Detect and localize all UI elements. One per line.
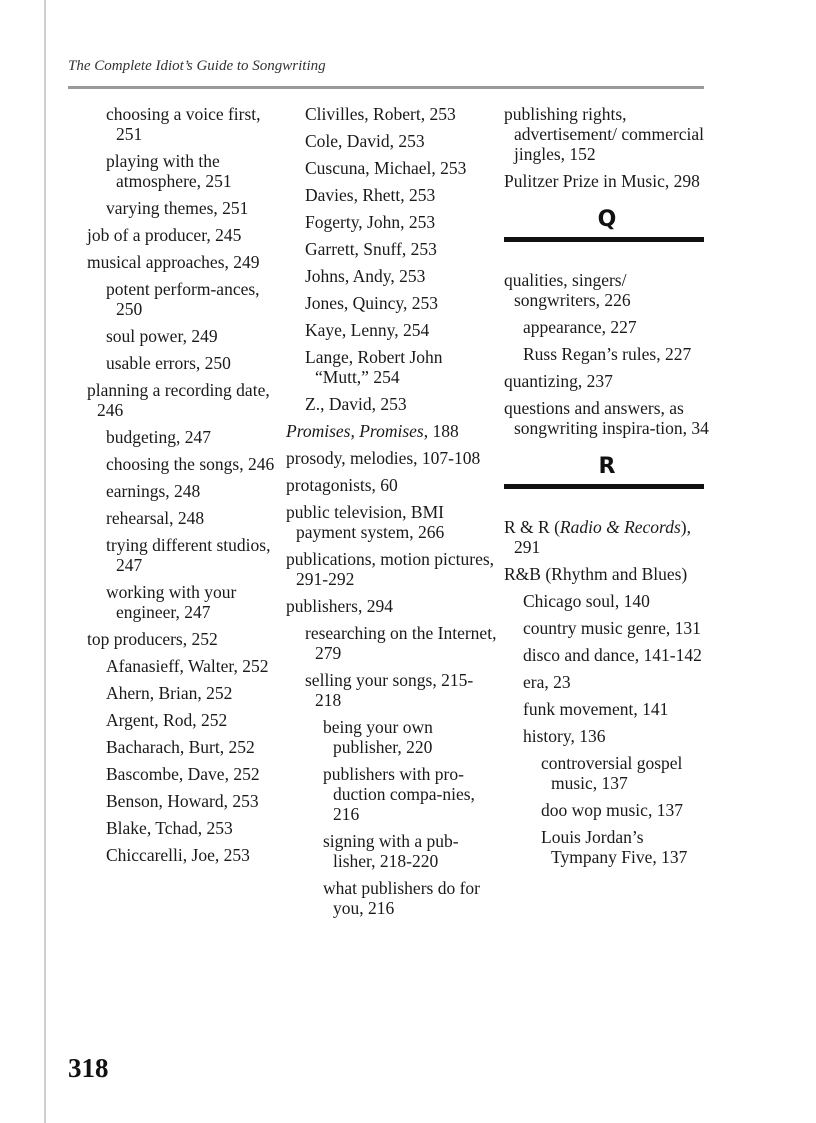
entry-text: publishing rights, advertisement/ commercial jingles, 152	[504, 104, 704, 164]
index-entries-p-continued	[504, 104, 710, 191]
entry-text: prosody, melodies, 107-108	[286, 448, 481, 468]
entry-text: Z., David, 253	[305, 394, 407, 414]
entry-text: musical approaches, 249	[87, 252, 260, 272]
header-rule	[68, 86, 704, 89]
index-entry	[504, 517, 710, 557]
entry-text: , 188	[423, 421, 459, 441]
binding-edge-line	[44, 0, 46, 1123]
entry-text: publications, motion pictures, 291-292	[286, 549, 495, 589]
entry-text: public television, BMI payment system, 266	[286, 502, 445, 542]
entry-text: Afanasieff, Walter, 252	[106, 656, 269, 676]
index-entry	[523, 645, 710, 665]
entry-text: playing with the atmosphere, 251	[106, 151, 232, 191]
entry-text: top producers, 252	[87, 629, 218, 649]
entry-text: selling your songs, 215-218	[305, 670, 474, 710]
entry-text: Fogerty, John, 253	[305, 212, 436, 232]
index-entry	[504, 398, 710, 438]
entry-text: job of a producer, 245	[87, 225, 242, 245]
running-head: The Complete Idiot’s Guide to Songwriting	[68, 58, 326, 74]
index-entry	[87, 380, 277, 420]
index-entry	[305, 293, 498, 313]
entry-text: soul power, 249	[106, 326, 218, 346]
entry-prefix: R & R (	[504, 517, 560, 537]
entry-text: Pulitzer Prize in Music, 298	[504, 171, 700, 191]
index-entry	[106, 279, 277, 319]
index-entry	[504, 270, 710, 310]
entry-text: choosing the songs, 246	[106, 454, 275, 474]
entry-text: Argent, Rod, 252	[106, 710, 228, 730]
entry-text: qualities, singers/ songwriters, 226	[504, 270, 631, 310]
page-number: 318	[68, 1053, 109, 1083]
entry-title-italic: Radio & Records	[559, 517, 681, 537]
index-entry	[305, 266, 498, 286]
index-entry	[286, 549, 498, 589]
index-entry	[523, 591, 710, 611]
index-entries-r	[504, 517, 710, 867]
entry-text: earnings, 248	[106, 481, 201, 501]
index-entry	[106, 104, 277, 144]
index-column-3	[504, 104, 710, 874]
entry-text: era, 23	[523, 672, 571, 692]
entry-text: disco and dance, 141-142	[523, 645, 702, 665]
index-entry	[541, 827, 710, 867]
section-rule-r	[504, 484, 704, 489]
entry-text: Ahern, Brian, 252	[106, 683, 233, 703]
entry-text: Clivilles, Robert, 253	[305, 104, 456, 124]
entry-text: funk movement, 141	[523, 699, 669, 719]
index-entry	[286, 475, 498, 495]
index-entry	[523, 618, 710, 638]
index-entry	[305, 394, 498, 414]
entry-text: signing with a pub-lisher, 218-220	[323, 831, 459, 871]
entry-text: Blake, Tchad, 253	[106, 818, 233, 838]
index-entry	[323, 717, 498, 757]
index-entry	[106, 353, 277, 373]
section-rule-q	[504, 237, 704, 242]
index-entry	[305, 623, 498, 663]
entry-text: Cuscuna, Michael, 253	[305, 158, 467, 178]
entry-text: rehearsal, 248	[106, 508, 205, 528]
index-entry	[106, 791, 277, 811]
entry-text: Bacharach, Burt, 252	[106, 737, 255, 757]
entry-text: researching on the Internet, 279	[305, 623, 497, 663]
entry-text: being your own publisher, 220	[323, 717, 433, 757]
entry-text: questions and answers, as songwriting inspira-tion, 34	[504, 398, 709, 438]
entry-text: Benson, Howard, 253	[106, 791, 259, 811]
entry-text: usable errors, 250	[106, 353, 231, 373]
index-entry	[106, 845, 277, 865]
entry-text: working with your engineer, 247	[106, 582, 237, 622]
entry-text: ), 291	[514, 517, 691, 557]
index-entry	[523, 672, 710, 692]
entry-text: choosing a voice first, 251	[106, 104, 261, 144]
index-entry	[106, 710, 277, 730]
index-column-2	[286, 104, 498, 925]
index-entry	[106, 151, 277, 191]
entry-text: country music genre, 131	[523, 618, 701, 638]
entry-text: planning a recording date, 246	[87, 380, 270, 420]
entry-text: Garrett, Snuff, 253	[305, 239, 437, 259]
entry-text: Bascombe, Dave, 252	[106, 764, 260, 784]
entry-text: appearance, 227	[523, 317, 637, 337]
index-entry	[286, 502, 498, 542]
index-entry	[106, 198, 277, 218]
entry-text: budgeting, 247	[106, 427, 211, 447]
index-entry	[541, 800, 710, 820]
entry-text: Russ Regan’s rules, 227	[523, 344, 692, 364]
index-entry	[305, 212, 498, 232]
index-entry	[305, 185, 498, 205]
index-entry	[523, 699, 710, 719]
index-entry	[106, 427, 277, 447]
index-entry	[106, 582, 277, 622]
entry-text: doo wop music, 137	[541, 800, 683, 820]
index-entry	[523, 344, 710, 364]
entry-title-italic: Promises, Promises	[286, 421, 424, 441]
entry-text: Cole, David, 253	[305, 131, 425, 151]
section-letter-r: R	[598, 454, 616, 479]
entry-text: what publishers do for you, 216	[323, 878, 480, 918]
index-entry	[106, 326, 277, 346]
index-entry	[106, 508, 277, 528]
index-entry	[504, 104, 710, 164]
entry-text: publishers, 294	[286, 596, 393, 616]
entry-text: trying different studios, 247	[106, 535, 271, 575]
entry-text: Louis Jordan’s Tympany Five, 137	[541, 827, 688, 867]
section-letter-q: Q	[597, 207, 617, 232]
entry-text: history, 136	[523, 726, 606, 746]
index-entry	[106, 737, 277, 757]
index-entry	[305, 131, 498, 151]
index-entry	[323, 764, 498, 824]
entry-text: publishers with pro-duction compa-nies, 216	[323, 764, 475, 824]
index-entries-q	[504, 270, 710, 438]
index-entry	[305, 104, 498, 124]
index-entry	[106, 535, 277, 575]
index-entry	[106, 454, 277, 474]
index-entry	[504, 171, 710, 191]
entry-text: Kaye, Lenny, 254	[305, 320, 430, 340]
index-entry	[541, 753, 710, 793]
entry-text: Johns, Andy, 253	[305, 266, 426, 286]
index-entry	[286, 421, 498, 441]
entry-text: Chiccarelli, Joe, 253	[106, 845, 250, 865]
index-entry	[87, 252, 277, 272]
entry-text: potent perform-ances, 250	[106, 279, 260, 319]
index-entry	[323, 831, 498, 871]
index-entry	[87, 225, 277, 245]
index-entry	[305, 239, 498, 259]
index-entry	[523, 317, 710, 337]
entry-text: Chicago soul, 140	[523, 591, 650, 611]
index-entry	[106, 656, 277, 676]
index-entry	[523, 726, 710, 746]
index-entry	[504, 371, 710, 391]
index-entry	[286, 448, 498, 468]
index-entry	[286, 596, 498, 616]
entry-text: Lange, Robert John “Mutt,” 254	[305, 347, 443, 387]
entry-text: controversial gospel music, 137	[541, 753, 683, 793]
index-entry	[106, 683, 277, 703]
index-entry	[106, 818, 277, 838]
entry-text: quantizing, 237	[504, 371, 613, 391]
entry-text: Davies, Rhett, 253	[305, 185, 436, 205]
index-entry	[87, 629, 277, 649]
index-entry	[305, 347, 498, 387]
index-entry	[305, 670, 498, 710]
index-entry	[305, 158, 498, 178]
index-entry	[106, 764, 277, 784]
entry-text: varying themes, 251	[106, 198, 249, 218]
index-entry	[106, 481, 277, 501]
entry-text: protagonists, 60	[286, 475, 398, 495]
index-entry	[504, 564, 710, 584]
entry-text: R&B (Rhythm and Blues)	[504, 564, 688, 584]
index-entry	[323, 878, 498, 918]
index-column-1	[87, 104, 277, 872]
entry-text: Jones, Quincy, 253	[305, 293, 439, 313]
index-entry	[305, 320, 498, 340]
